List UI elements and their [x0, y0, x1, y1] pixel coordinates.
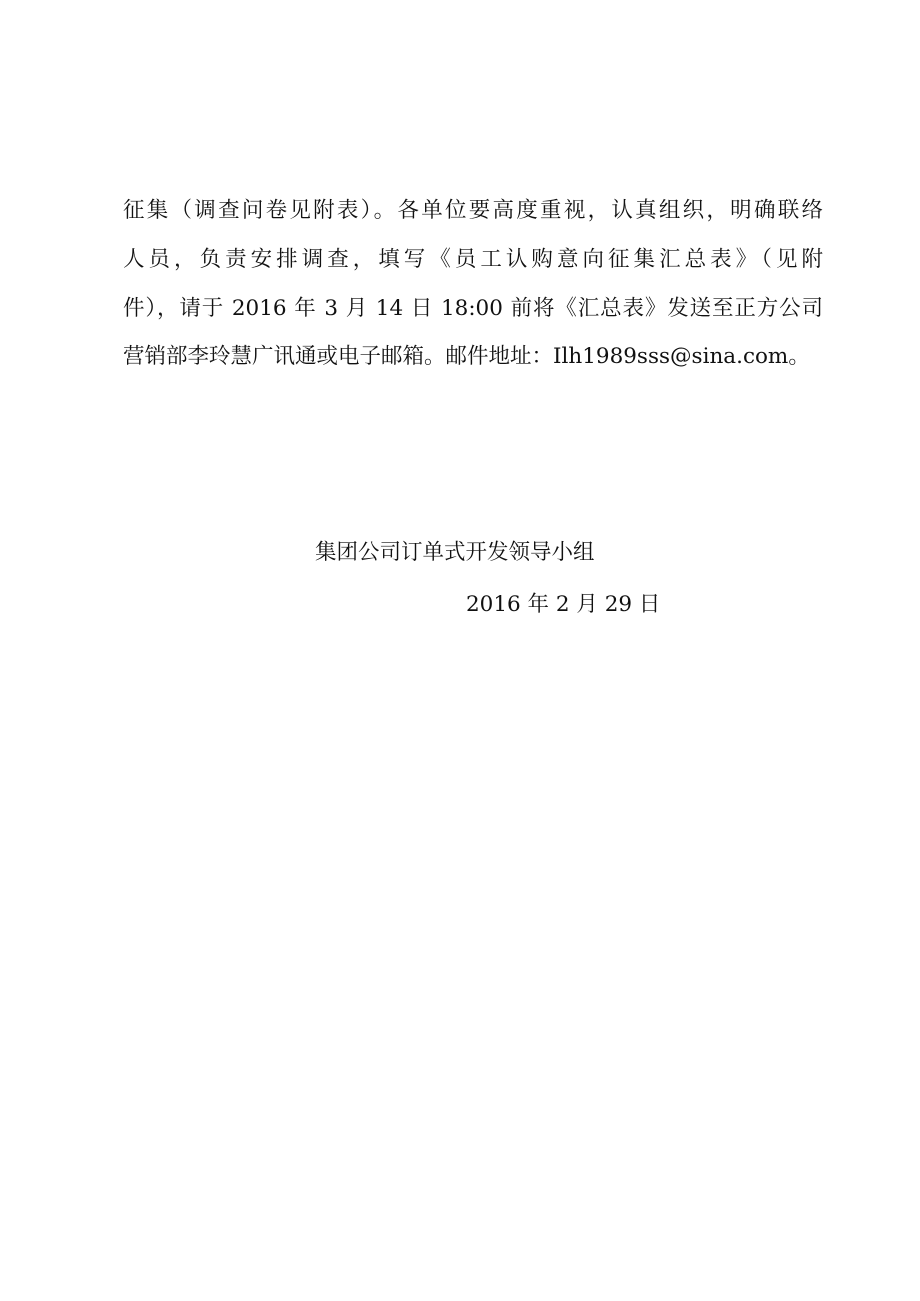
signature-date: 2016 年 2 月 29 日 — [466, 592, 661, 617]
body-line-4: 营销部李玲慧广讯通或电子邮箱。邮件地址：Ilh1989sss@sina.com。 — [123, 344, 810, 369]
body-line-1: 征集（调查问卷见附表）。各单位要高度重视，认真组织，明确联络 — [123, 198, 823, 223]
body-line-3: 件），请于 2016 年 3 月 14 日 18:00 前将《汇总表》发送至正方公司 — [123, 296, 823, 321]
signature-organization: 集团公司订单式开发领导小组 — [315, 540, 595, 565]
body-line-2: 人员，负责安排调查，填写《员工认购意向征集汇总表》（见附 — [123, 247, 823, 272]
